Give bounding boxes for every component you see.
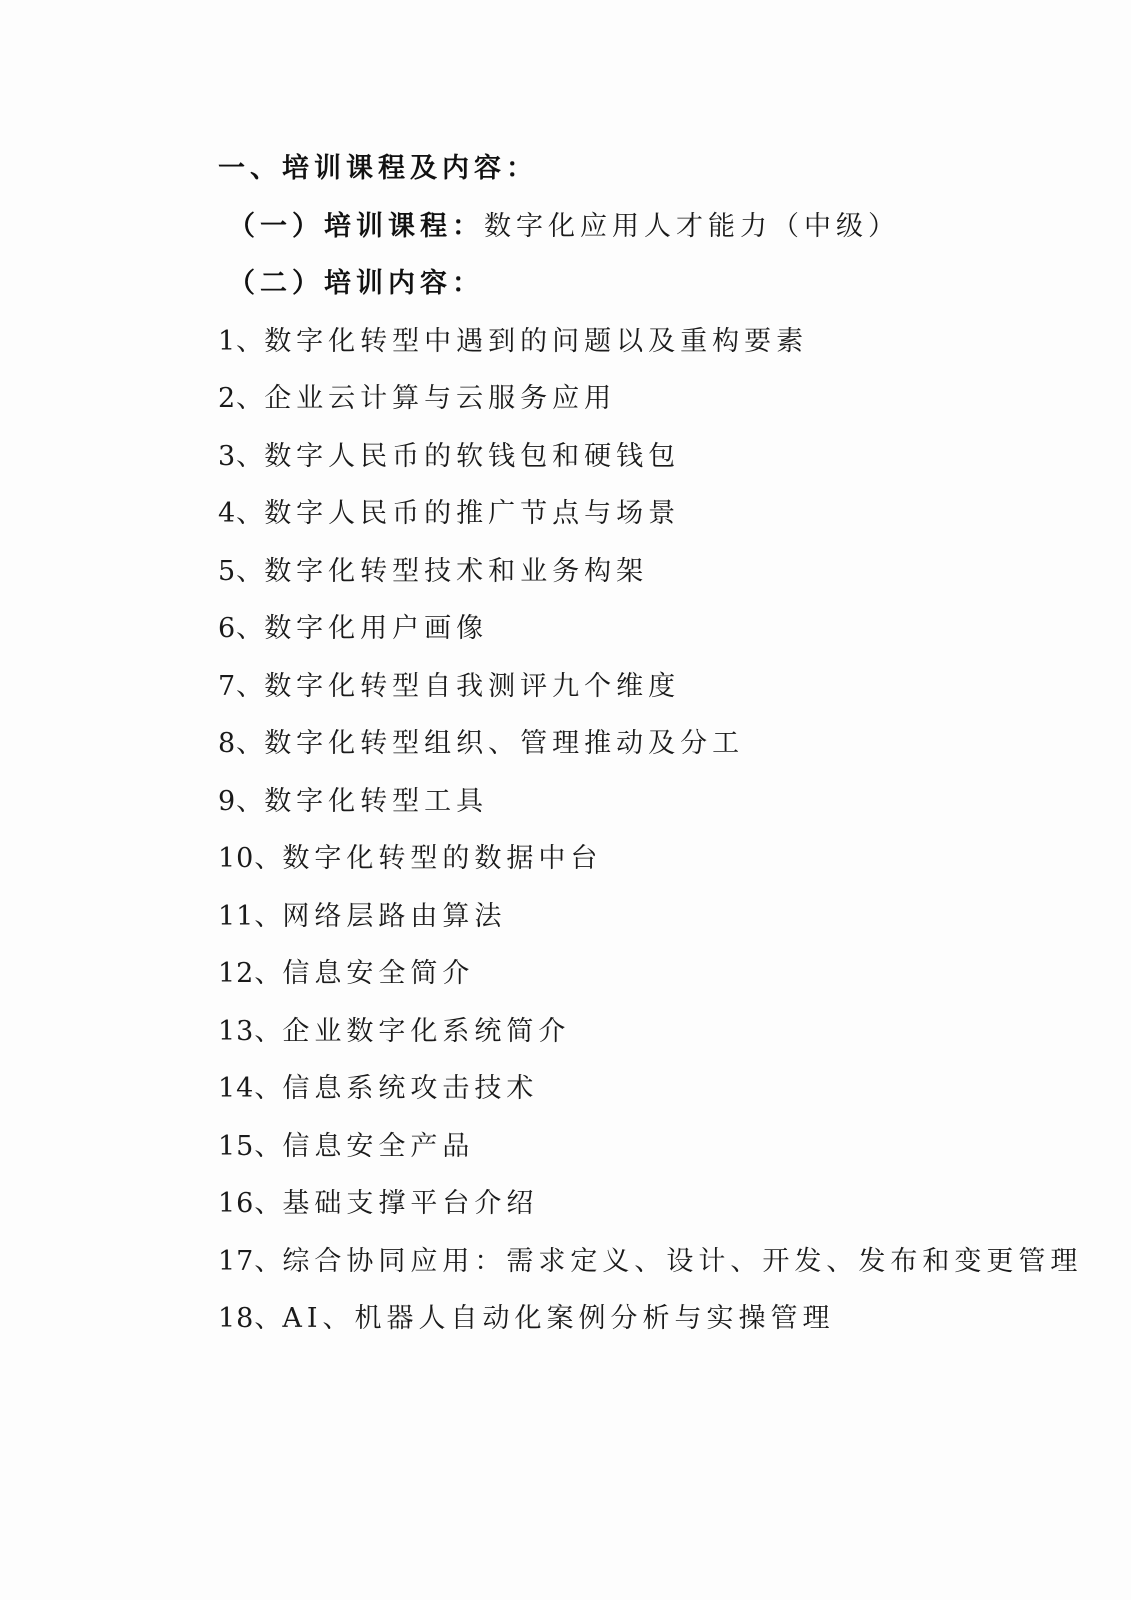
list-item <box>218 370 1078 428</box>
course-line <box>218 198 1078 256</box>
item-text: 信息系统攻击技术 <box>282 1073 539 1104</box>
content-heading-line <box>218 255 1078 313</box>
item-text: 数字人民币的软钱包和硬钱包 <box>264 440 681 472</box>
list-item <box>218 600 1078 658</box>
item-text: 基础支撑平台介绍 <box>282 1188 539 1219</box>
list-item <box>218 945 1078 1003</box>
item-text: 综合协同应用：需求定义、设计、开发、发布和变更管理 <box>282 1245 1083 1277</box>
course-label: （一）培训课程： <box>228 210 484 242</box>
item-number: 9、 <box>218 785 265 817</box>
item-number: 3、 <box>218 440 265 472</box>
item-number: 11、 <box>218 900 283 932</box>
item-text: 数字化转型组织、管理推动及分工 <box>264 728 745 759</box>
list-item <box>218 888 1078 946</box>
item-text: 信息安全产品 <box>282 1130 475 1162</box>
item-number: 5、 <box>218 555 265 587</box>
item-text: 数字化转型自我测评九个维度 <box>264 670 681 702</box>
item-text: 数字化转型技术和业务构架 <box>264 555 649 587</box>
item-number: 10、 <box>218 843 283 874</box>
list-item <box>218 1003 1078 1061</box>
item-number: 4、 <box>218 498 265 529</box>
item-text: 企业云计算与云服务应用 <box>264 383 617 414</box>
item-number: 17、 <box>218 1245 283 1277</box>
item-text: 数字化转型工具 <box>264 785 489 817</box>
item-text: 数字化转型的数据中台 <box>282 843 603 874</box>
list-item <box>218 773 1078 831</box>
list-item <box>218 1060 1078 1118</box>
item-text: 网络层路由算法 <box>282 900 507 932</box>
item-number: 15、 <box>218 1130 283 1162</box>
item-number: 6、 <box>218 613 265 644</box>
list-item <box>218 485 1078 543</box>
content-list <box>218 313 1083 1348</box>
document-body <box>218 140 1083 1348</box>
list-item <box>218 830 1078 888</box>
item-number: 8、 <box>218 728 265 759</box>
item-number: 14、 <box>218 1073 283 1104</box>
item-text: AI、机器人自动化案例分析与实操管理 <box>282 1303 835 1334</box>
item-number: 1、 <box>218 325 265 357</box>
list-item <box>218 1175 1078 1233</box>
item-text: 数字化转型中遇到的问题以及重构要素 <box>264 325 809 357</box>
list-item <box>218 715 1078 773</box>
item-number: 13、 <box>218 1015 283 1047</box>
item-text: 企业数字化系统简介 <box>282 1015 571 1047</box>
list-item <box>218 1290 1078 1348</box>
item-text: 数字人民币的推广节点与场景 <box>264 498 681 529</box>
list-item <box>218 1233 1083 1291</box>
content-heading: （二）培训内容： <box>228 268 484 299</box>
course-value: 数字化应用人才能力（中级） <box>484 210 900 242</box>
item-number: 18、 <box>218 1303 283 1334</box>
item-number: 7、 <box>218 670 265 702</box>
section-title: 一、培训课程及内容： <box>218 153 538 184</box>
item-number: 12、 <box>218 958 283 989</box>
list-item <box>218 658 1078 716</box>
list-item <box>218 1118 1078 1176</box>
item-number: 2、 <box>218 383 265 414</box>
item-text: 数字化用户画像 <box>264 613 489 644</box>
item-number: 16、 <box>218 1188 283 1219</box>
item-text: 信息安全简介 <box>282 958 475 989</box>
list-item <box>218 543 1078 601</box>
list-item <box>218 313 1078 371</box>
list-item <box>218 428 1078 486</box>
